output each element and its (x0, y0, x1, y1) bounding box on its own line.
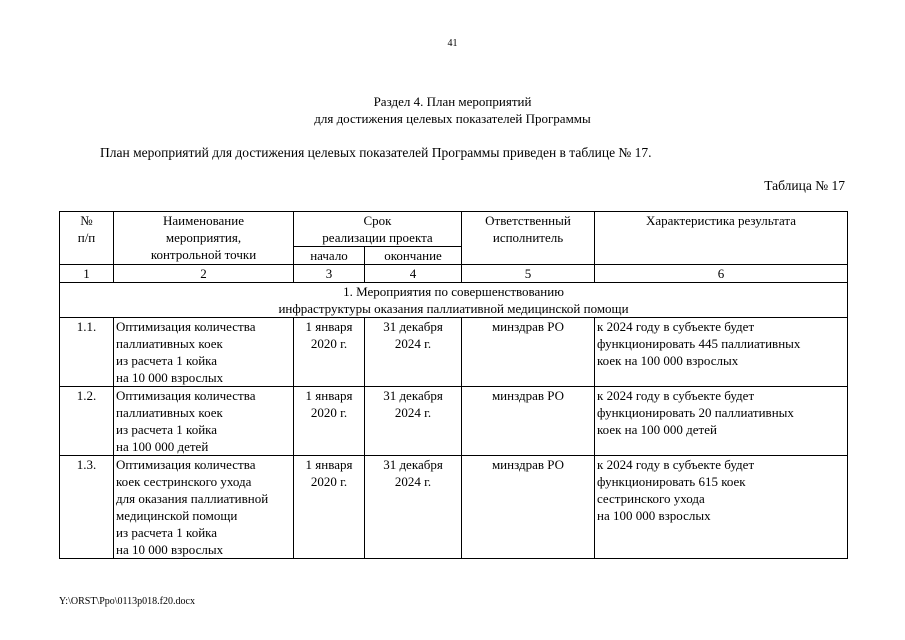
header-result: Характеристика результата (595, 212, 848, 265)
column-number: 5 (462, 265, 595, 283)
table-caption: Таблица № 17 (764, 178, 845, 193)
header-num: № п/п (60, 212, 114, 265)
section-title-line-1: Раздел 4. План мероприятий (373, 94, 532, 109)
table-header-row (60, 212, 848, 247)
section-heading-row (60, 283, 848, 318)
plan-table (59, 211, 848, 559)
section-title (0, 93, 905, 127)
header-term: Срок реализации проекта (294, 212, 462, 247)
column-number: 3 (294, 265, 365, 283)
row-executor: минздрав РО (462, 318, 595, 387)
row-name: Оптимизация количества паллиативных коек из расчета 1 койка на 100 000 детей (114, 387, 294, 456)
section-title-line-2: для достижения целевых показателей Программы (314, 111, 591, 126)
row-result: к 2024 году в субъекте будет функционировать 445 паллиативных коек на 100 000 взрослых (595, 318, 848, 387)
row-result: к 2024 году в субъекте будет функционировать 20 паллиативных коек на 100 000 детей (595, 387, 848, 456)
table-row (60, 387, 848, 456)
column-number: 1 (60, 265, 114, 283)
row-num: 1.1. (60, 318, 114, 387)
row-result: к 2024 году в субъекте будет функционировать 615 коек сестринского ухода на 100 000 взрослых (595, 456, 848, 559)
column-number: 6 (595, 265, 848, 283)
row-name: Оптимизация количества паллиативных коек из расчета 1 койка на 10 000 взрослых (114, 318, 294, 387)
row-end: 31 декабря 2024 г. (365, 387, 462, 456)
row-num: 1.3. (60, 456, 114, 559)
header-name: Наименование мероприятия, контрольной точки (114, 212, 294, 265)
table-row (60, 456, 848, 559)
row-name: Оптимизация количества коек сестринского ухода для оказания паллиативной медицинской помощи из расчета 1 койка на 10 000 взрослых (114, 456, 294, 559)
row-start: 1 января 2020 г. (294, 387, 365, 456)
page-number: 41 (447, 38, 458, 49)
footer-file-path: Y:\ORST\Ppo\0113p018.f20.docx (59, 596, 195, 607)
row-start: 1 января 2020 г. (294, 318, 365, 387)
row-end: 31 декабря 2024 г. (365, 318, 462, 387)
row-start: 1 января 2020 г. (294, 456, 365, 559)
row-executor: минздрав РО (462, 456, 595, 559)
header-executor: Ответственный исполнитель (462, 212, 595, 265)
intro-paragraph: План мероприятий для достижения целевых показателей Программы приведен в таблице № 17. (100, 145, 652, 160)
row-end: 31 декабря 2024 г. (365, 456, 462, 559)
header-start: начало (294, 247, 365, 265)
row-num: 1.2. (60, 387, 114, 456)
column-number: 2 (114, 265, 294, 283)
section-heading: 1. Мероприятия по совершенствованию инфраструктуры оказания паллиативной медицинской помощи (60, 283, 848, 318)
header-end: окончание (365, 247, 462, 265)
table-row (60, 318, 848, 387)
column-number: 4 (365, 265, 462, 283)
column-number-row (60, 265, 848, 283)
row-executor: минздрав РО (462, 387, 595, 456)
